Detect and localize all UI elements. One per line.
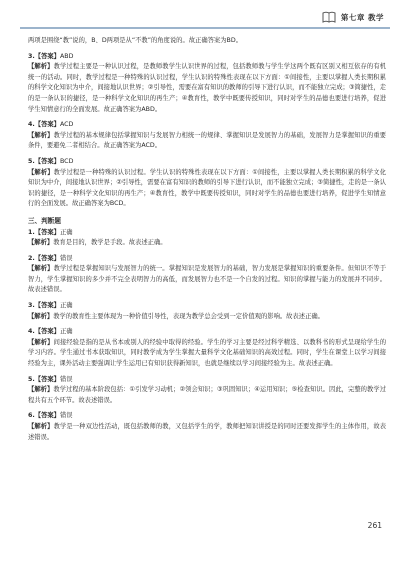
answer-value: 正确 <box>59 228 73 236</box>
answer-line <box>28 52 386 63</box>
analysis-paragraph <box>28 168 386 210</box>
paragraph-text: 教学过程的基本规律包括掌握知识与发展智力相统一的规律、掌握知识是发展智力的基础，发展智力是掌握知识的重要条件，要避免二者相结合。故正确答案为ACD。 <box>28 131 387 150</box>
answer-label: 6.【答案】 <box>28 412 60 420</box>
answer-line <box>28 120 386 131</box>
answer-label: 3.【答案】 <box>28 52 60 60</box>
section-heading: 三、判断题 <box>28 216 61 225</box>
paragraph-text: 教学过程是掌握知识与发展智力的统一。掌握知识是发展智力的基础，智力发展是掌握知识的重要条件。但知识不等于智力，学生掌握知识的多少并不完全表明智力的高低，而发展智力也不是一个自发的过程。知识的掌握与能力的发展并不同步。故表述错误。 <box>28 265 387 294</box>
analysis-label: 【解析】 <box>28 338 54 346</box>
analysis-label: 【解析】 <box>28 265 54 273</box>
analysis-label: 【解析】 <box>28 168 54 176</box>
page-number: 261 <box>367 521 382 530</box>
analysis-paragraph <box>28 312 386 323</box>
paragraph-text: 两项是围绕“教”说的，B、D两项是从“不教”的角度说的。故正确答案为BD。 <box>28 37 242 44</box>
paragraph-text: 教学过程是一种特殊的认识过程。学生认识的特殊性表现在以下方面：①间接性，主要以掌握人类长期积累的科学文化知识为中介，间接地认识世界；②引导性，需要在富有知识的教师的引导下进行认识，而不能独立完成；③简捷性，走的是一条认识的捷径，是一种科学文化知识的再生产；④教育性，教学中既要传授知识，同时对学生的品德也要进行培养，促进学生知情意行的全面发展。故正确答案为BCD。 <box>28 168 386 208</box>
answer-label: 4.【答案】 <box>28 328 60 336</box>
analysis-label: 【解析】 <box>28 63 54 71</box>
answer-label: 1.【答案】 <box>28 228 60 236</box>
answer-line <box>28 411 386 422</box>
chapter-title: 第七章 教学 <box>340 12 384 22</box>
analysis-paragraph <box>28 62 386 115</box>
analysis-paragraph <box>28 238 386 249</box>
analysis-label: 【解析】 <box>28 386 54 394</box>
answer-label: 5.【答案】 <box>28 375 60 383</box>
answer-label: 5.【答案】 <box>28 157 60 165</box>
analysis-paragraph <box>28 385 386 406</box>
answer-value: ACD <box>59 121 74 129</box>
page-header <box>322 8 384 26</box>
answer-line <box>28 254 386 265</box>
analysis-paragraph <box>28 338 386 370</box>
paragraph-text: 教育是目的，教学是手段。故表述正确。 <box>53 239 167 247</box>
paragraph-text: 间接经验是指的是从书本或别人的经验中取得的经验。学生的学习主要是经过科学精选、以教科书的形式呈现给学生的学习内容。学生通过书本获取知识，同时教学成为学生掌握大量科学文化基础知识的高效过程。同时，学生在课堂上以学习间接经验为主，课外活动主要强调让学生运用已有知识获得新知识，也就是继续以学习间接经验为主。故表述正确。 <box>28 338 387 368</box>
answer-line <box>28 157 386 168</box>
answer-label: 4.【答案】 <box>28 121 60 129</box>
analysis-label: 【解析】 <box>28 239 54 247</box>
answer-value: BCD <box>59 157 74 165</box>
body-paragraph <box>28 36 386 47</box>
answer-label: 3.【答案】 <box>28 302 60 310</box>
answer-value: ABD <box>59 52 74 60</box>
analysis-paragraph <box>28 131 386 152</box>
header-divider <box>20 27 390 29</box>
book-icon <box>322 11 336 23</box>
answer-line <box>28 327 386 338</box>
paragraph-text: 教学是一种双边性活动，既包括教师的教，又包括学生的学，教师把知识讲授是的同时还要发挥学生的主体作用，故表述错误。 <box>28 423 387 441</box>
paragraph-text: 教学的教育性主要体现为一种价值引导性，表现为教学总会受到一定价值观的影响。故表述正确。 <box>53 312 324 320</box>
analysis-label: 【解析】 <box>28 131 54 139</box>
analysis-label: 【解析】 <box>28 312 54 320</box>
analysis-paragraph <box>28 264 386 296</box>
answer-line <box>28 375 386 386</box>
paragraph-text: 教学过程的基本阶段包括：①引发学习动机；②领会知识；③巩固知识；④运用知识；⑤检查知识。因此，完整的教学过程共有五个环节。故表述错误。 <box>28 386 386 404</box>
answer-line <box>28 301 386 312</box>
analysis-label: 【解析】 <box>28 423 54 430</box>
answer-value: 正确 <box>59 302 73 310</box>
answer-value: 正确 <box>59 328 73 336</box>
answer-label: 2.【答案】 <box>28 254 60 262</box>
analysis-paragraph <box>28 422 386 443</box>
answer-line <box>28 228 386 239</box>
answer-value: 错误 <box>59 254 73 262</box>
answer-value: 错误 <box>59 375 73 383</box>
paragraph-text: 教学过程主要是一种认识过程，是教师教学生认识世界的过程，包括教师教与学生学这两个既有区别又相互依存的有机统一的活动。同时，教学过程是一种特殊的认识过程，学生认识的特殊性表现在以下方面：①间接性，主要以掌握人类长期积累的科学文化知识为中介，间接地认识世界；②引导性，需要在富有知识的教师的引导下进行认识，而不能独立完成；③简捷性，走的是一条认识的捷径，是一种科学文化知识的再生产；④教育性，教学中既要传授知识，同时对学生的品德也要进行培养，促进学生知情意行的全面发展。故正确答案为ABD。 <box>28 63 387 113</box>
answer-value: 错误 <box>59 412 73 420</box>
page-content <box>28 36 386 443</box>
